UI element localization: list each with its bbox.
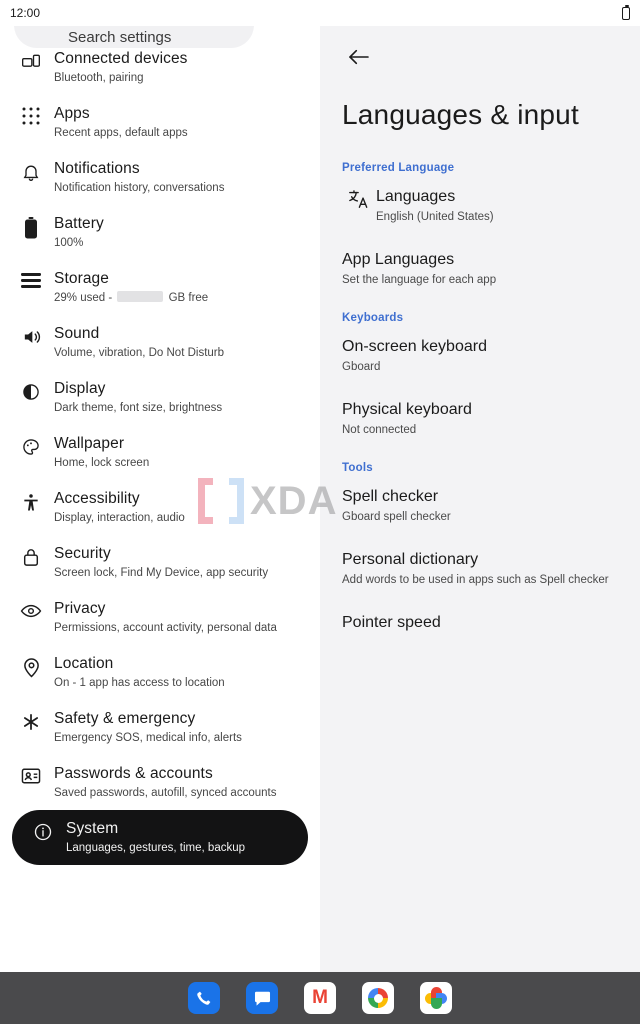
sidebar-item-text: [48, 764, 304, 801]
sidebar-item-text: [48, 104, 304, 141]
sidebar-item-notifications[interactable]: [0, 150, 320, 205]
pref-row-languages[interactable]: [342, 186, 618, 225]
sound-icon: [14, 324, 48, 347]
sidebar-item-text: [48, 489, 304, 526]
status-bar-time: 12:00: [10, 6, 41, 20]
pref-title: Personal dictionary: [342, 551, 479, 568]
pref-text: [342, 249, 618, 288]
sidebar-item-subtitle: 100%: [54, 237, 84, 249]
sidebar-item-text: [60, 819, 292, 856]
gmail-app-icon[interactable]: [304, 982, 336, 1014]
pref-subtitle: Gboard spell checker: [342, 511, 451, 523]
sidebar-item-subtitle: Saved passwords, autofill, synced accounts: [54, 787, 277, 799]
pref-row-physical-keyboard[interactable]: [342, 399, 618, 438]
sidebar-item-title: Connected devices: [54, 50, 188, 67]
sidebar-item-text: [48, 654, 304, 691]
back-arrow-icon[interactable]: [342, 40, 376, 74]
pref-subtitle: Gboard: [342, 361, 381, 373]
chrome-app-icon[interactable]: [362, 982, 394, 1014]
sidebar-item-privacy[interactable]: [0, 590, 320, 645]
sidebar-item-text: [48, 379, 304, 416]
sidebar-item-subtitle: Recent apps, default apps: [54, 127, 188, 139]
sidebar-item-text: [48, 599, 304, 636]
pref-text: [376, 186, 618, 225]
sidebar-item-text: [48, 709, 304, 746]
sidebar-item-subtitle: Home, lock screen: [54, 457, 150, 469]
sidebar-item-title: Privacy: [54, 600, 106, 617]
sidebar-item-passwords-accounts[interactable]: [0, 755, 320, 810]
status-bar: [0, 0, 640, 26]
page-title: Languages & input: [342, 99, 579, 130]
translate-icon: [342, 186, 376, 210]
storage-free-text: GB free: [165, 292, 209, 304]
storage-icon: [14, 269, 48, 290]
storage-redacted-value: [117, 291, 163, 302]
wallpaper-palette-icon: [14, 434, 48, 457]
section-label-keyboards: Keyboards: [342, 312, 404, 324]
privacy-eye-icon: [14, 599, 48, 620]
display-icon: [14, 379, 48, 402]
pref-title: Languages: [376, 188, 456, 205]
pref-text: [342, 336, 618, 375]
pref-subtitle: Not connected: [342, 424, 417, 436]
sidebar-item-storage[interactable]: [0, 260, 320, 315]
pref-subtitle: Set the language for each app: [342, 274, 497, 286]
storage-used-text: 29% used -: [54, 292, 116, 304]
sidebar-item-accessibility[interactable]: [0, 480, 320, 535]
bell-icon: [14, 159, 48, 182]
sidebar-item-title: Passwords & accounts: [54, 765, 213, 782]
sidebar-item-subtitle: Languages, gestures, time, backup: [66, 842, 246, 854]
sidebar-item-title: Accessibility: [54, 490, 140, 507]
sidebar-item-apps[interactable]: [0, 95, 320, 150]
sidebar-item-title: Location: [54, 655, 114, 672]
battery-icon: [622, 7, 630, 20]
pref-title: Spell checker: [342, 488, 439, 505]
sidebar-item-subtitle: Permissions, account activity, personal data: [54, 622, 277, 634]
sidebar-item-subtitle: Volume, vibration, Do Not Disturb: [54, 347, 225, 359]
section-label-tools: Tools: [342, 462, 373, 474]
sidebar-item-text: [48, 49, 304, 86]
system-info-icon: [26, 819, 60, 842]
sidebar-item-sound[interactable]: [0, 315, 320, 370]
sidebar-item-subtitle: Emergency SOS, medical info, alerts: [54, 732, 242, 744]
pref-text: [342, 612, 618, 633]
sidebar-item-subtitle: Display, interaction, audio: [54, 512, 185, 524]
pref-text: [342, 399, 618, 438]
sidebar-item-title: Sound: [54, 325, 100, 342]
pref-row-personal-dictionary[interactable]: [342, 549, 618, 588]
sidebar-item-system[interactable]: [12, 810, 308, 865]
detail-toolbar: [342, 26, 618, 88]
chrome-glyph: [368, 988, 388, 1008]
location-pin-icon: [14, 654, 48, 678]
sidebar-item-display[interactable]: [0, 370, 320, 425]
photos-app-icon[interactable]: [420, 982, 452, 1014]
search-settings-label: Search settings: [68, 29, 172, 46]
pref-title: Physical keyboard: [342, 401, 472, 418]
pref-subtitle: Add words to be used in apps such as Spell checker: [342, 574, 609, 586]
sidebar-item-subtitle: Bluetooth, pairing: [54, 72, 144, 84]
sidebar-item-title: Apps: [54, 105, 90, 122]
sidebar-item-title: Display: [54, 380, 106, 397]
sidebar-item-text: [48, 544, 304, 581]
messages-app-icon[interactable]: [246, 982, 278, 1014]
pref-title: Pointer speed: [342, 614, 441, 631]
xda-watermark-text: XDA: [250, 478, 338, 523]
photos-glyph: [425, 987, 447, 1009]
sidebar-item-title: Storage: [54, 270, 109, 287]
sidebar-item-title: Safety & emergency: [54, 710, 196, 727]
sidebar-item-text: [48, 269, 304, 306]
connected-devices-icon: [14, 49, 48, 72]
pref-row-app-languages[interactable]: [342, 249, 618, 288]
taskbar: [0, 972, 640, 1024]
pref-title: App Languages: [342, 251, 455, 268]
apps-grid-icon: [14, 104, 48, 125]
pref-row-on-screen-keyboard[interactable]: [342, 336, 618, 375]
sidebar-item-text: [48, 324, 304, 361]
sidebar-item-text: [48, 159, 304, 196]
sidebar-item-security[interactable]: [0, 535, 320, 590]
status-bar-icons: [622, 7, 630, 20]
pref-title: On-screen keyboard: [342, 338, 487, 355]
sidebar-item-wallpaper[interactable]: [0, 425, 320, 480]
sidebar-item-safety-emergency[interactable]: [0, 700, 320, 755]
sidebar-item-connected-devices[interactable]: [0, 40, 320, 95]
lock-icon: [14, 544, 48, 567]
sidebar-item-text: [48, 434, 304, 471]
sidebar-item-subtitle: Notification history, conversations: [54, 182, 225, 194]
pref-row-spell-checker[interactable]: [342, 486, 618, 525]
sidebar-item-subtitle: On - 1 app has access to location: [54, 677, 225, 689]
sidebar-item-text: [48, 214, 304, 251]
sidebar-item-title: Security: [54, 545, 111, 562]
pref-text: [342, 486, 618, 525]
languages-input-detail-pane: [320, 26, 640, 972]
sidebar-item-title: Wallpaper: [54, 435, 125, 452]
sidebar-item-subtitle: [54, 290, 304, 306]
pref-text: [342, 549, 618, 588]
sidebar-item-title: Battery: [54, 215, 104, 232]
battery-icon: [14, 214, 48, 239]
phone-app-icon[interactable]: [188, 982, 220, 1014]
sidebar-item-subtitle: Dark theme, font size, brightness: [54, 402, 223, 414]
settings-sidebar[interactable]: [0, 26, 320, 972]
accessibility-icon: [14, 489, 48, 514]
passwords-accounts-icon: [14, 764, 48, 785]
sidebar-item-location[interactable]: [0, 645, 320, 700]
sidebar-item-subtitle: Screen lock, Find My Device, app security: [54, 567, 269, 579]
emergency-asterisk-icon: [14, 709, 48, 732]
settings-list: [0, 26, 320, 865]
pref-row-pointer-speed[interactable]: [342, 612, 618, 633]
pref-subtitle: English (United States): [376, 211, 494, 223]
sidebar-item-battery[interactable]: [0, 205, 320, 260]
main-content: [0, 26, 640, 972]
gmail-app-label: M: [312, 987, 328, 1008]
sidebar-item-title: System: [66, 820, 119, 837]
section-label-preferred-language: Preferred Language: [342, 162, 455, 174]
sidebar-item-title: Notifications: [54, 160, 140, 177]
